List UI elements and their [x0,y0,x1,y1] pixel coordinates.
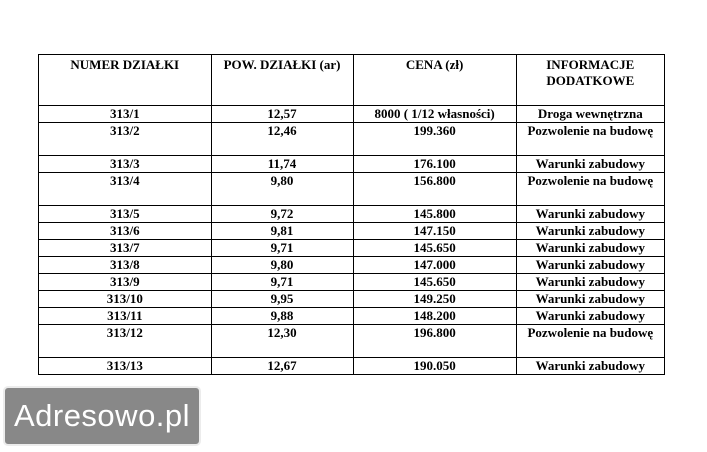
cell-plot-area: 9,72 [211,206,353,223]
cell-plot-number: 313/6 [39,223,212,240]
header-price: CENA (zł) [353,55,516,106]
cell-plot-area: 9,81 [211,223,353,240]
cell-plot-number: 313/12 [39,325,212,358]
cell-additional-info: Droga wewnętrzna [516,106,664,123]
cell-plot-area: 9,88 [211,308,353,325]
table-row [39,123,665,156]
cell-plot-area: 9,80 [211,173,353,206]
cell-price: 149.250 [353,291,516,308]
cell-plot-area: 9,71 [211,240,353,257]
table-row [39,308,665,325]
cell-plot-number: 313/5 [39,206,212,223]
table-header-row [39,55,665,106]
cell-price: 199.360 [353,123,516,156]
cell-plot-number: 313/7 [39,240,212,257]
table-row [39,206,665,223]
cell-additional-info: Warunki zabudowy [516,308,664,325]
cell-price: 156.800 [353,173,516,206]
cell-additional-info: Warunki zabudowy [516,223,664,240]
table-row [39,173,665,206]
cell-price: 145.800 [353,206,516,223]
cell-price: 148.200 [353,308,516,325]
table-row [39,358,665,375]
plots-table [38,54,665,375]
cell-plot-number: 313/8 [39,257,212,274]
cell-plot-number: 313/13 [39,358,212,375]
cell-price: 145.650 [353,274,516,291]
cell-plot-area: 12,67 [211,358,353,375]
table-row [39,291,665,308]
cell-additional-info: Warunki zabudowy [516,274,664,291]
cell-plot-number: 313/2 [39,123,212,156]
cell-price: 147.150 [353,223,516,240]
cell-additional-info: Warunki zabudowy [516,240,664,257]
cell-plot-area: 9,80 [211,257,353,274]
cell-plot-area: 12,57 [211,106,353,123]
cell-plot-area: 12,30 [211,325,353,358]
cell-price: 196.800 [353,325,516,358]
cell-additional-info: Warunki zabudowy [516,291,664,308]
cell-additional-info: Pozwolenie na budowę [516,173,664,206]
adresowo-watermark: Adresowo.pl [3,386,201,446]
cell-plot-area: 9,95 [211,291,353,308]
cell-price: 190.050 [353,358,516,375]
cell-plot-area: 11,74 [211,156,353,173]
cell-additional-info: Warunki zabudowy [516,156,664,173]
table-row [39,274,665,291]
header-plot-area: POW. DZIAŁKI (ar) [211,55,353,106]
table-row [39,223,665,240]
cell-additional-info: Warunki zabudowy [516,257,664,274]
table-row [39,156,665,173]
cell-additional-info: Warunki zabudowy [516,358,664,375]
cell-price: 145.650 [353,240,516,257]
cell-price: 176.100 [353,156,516,173]
cell-price: 8000 ( 1/12 własności) [353,106,516,123]
header-additional-info: INFORMACJE DODATKOWE [516,55,664,106]
cell-additional-info: Pozwolenie na budowę [516,123,664,156]
cell-additional-info: Pozwolenie na budowę [516,325,664,358]
cell-plot-number: 313/1 [39,106,212,123]
cell-plot-area: 12,46 [211,123,353,156]
table-row [39,106,665,123]
cell-plot-area: 9,71 [211,274,353,291]
cell-price: 147.000 [353,257,516,274]
cell-plot-number: 313/3 [39,156,212,173]
table-body [39,106,665,375]
table-row [39,325,665,358]
cell-plot-number: 313/9 [39,274,212,291]
cell-plot-number: 313/11 [39,308,212,325]
table-row [39,240,665,257]
cell-plot-number: 313/10 [39,291,212,308]
table-row [39,257,665,274]
cell-plot-number: 313/4 [39,173,212,206]
cell-additional-info: Warunki zabudowy [516,206,664,223]
header-plot-number: NUMER DZIAŁKI [39,55,212,106]
